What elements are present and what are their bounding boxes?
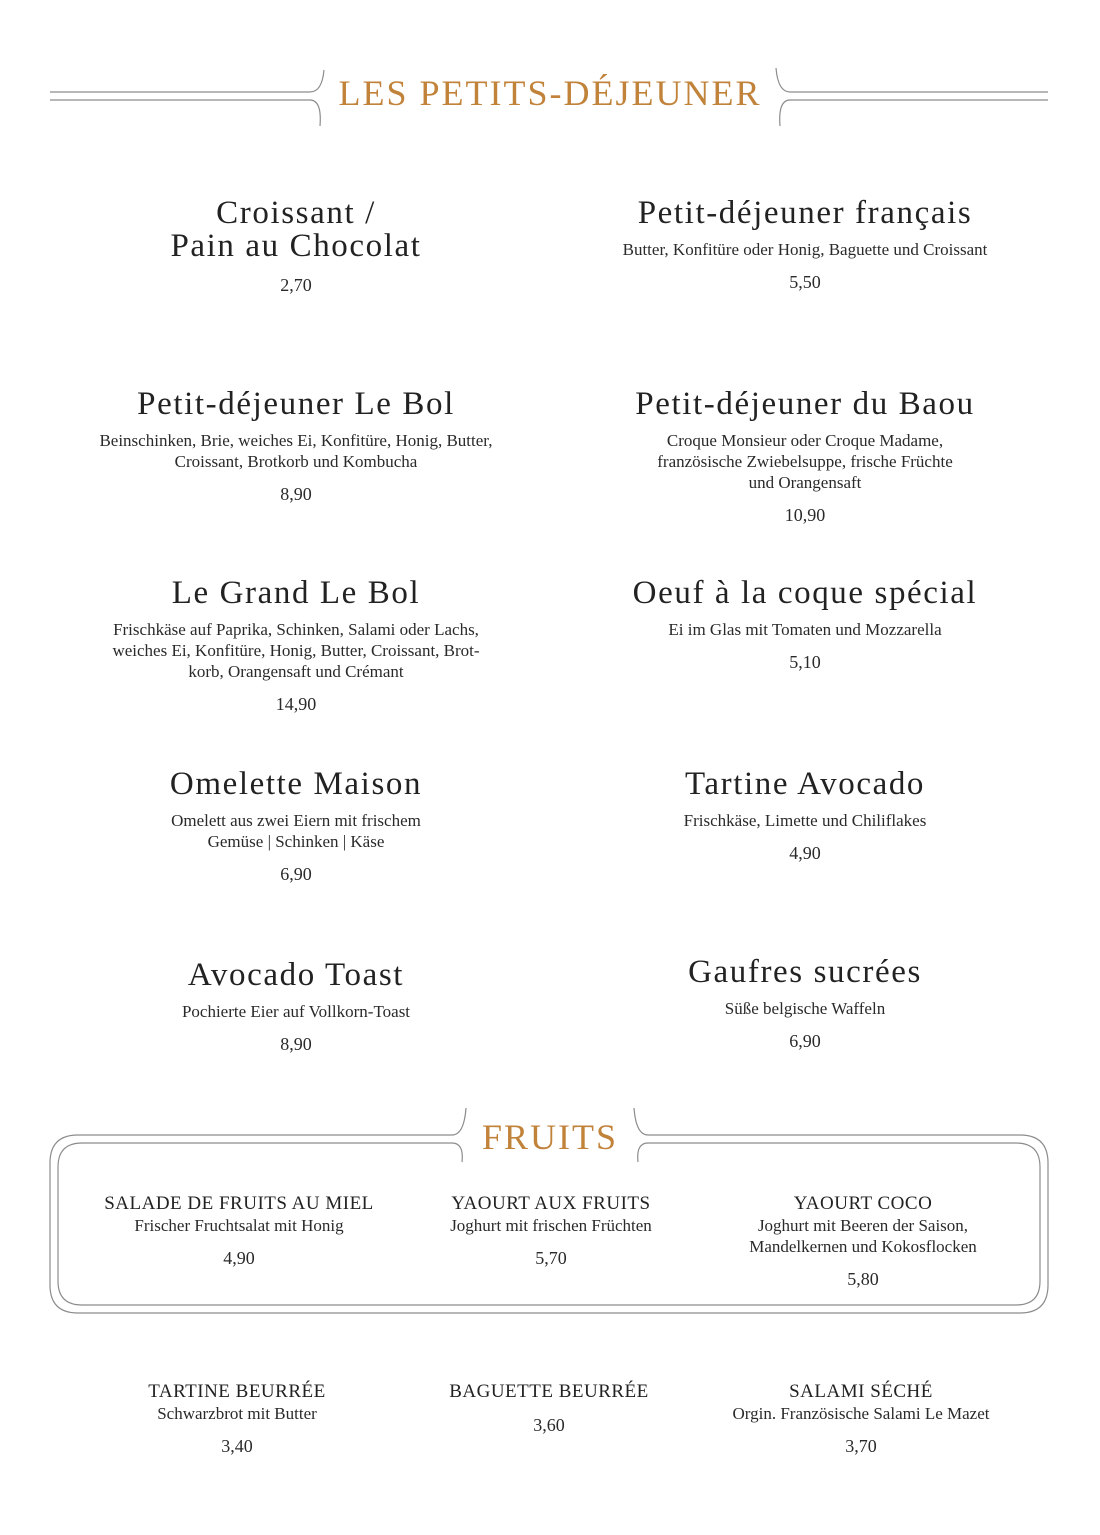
item-name: Petit-déjeuner Le Bol xyxy=(137,386,455,422)
item-description: Süße belgische Waffeln xyxy=(724,999,886,1018)
item-name: Croissant / xyxy=(216,195,376,231)
fruits-title: FRUITS xyxy=(481,1117,619,1157)
item-price: 5,10 xyxy=(789,652,821,672)
fruit-item-yaourt-coco xyxy=(698,1193,1028,1290)
fruit-item-salade xyxy=(74,1193,404,1269)
item-name: Pain au Chocolat xyxy=(170,228,422,264)
item-description: Ei im Glas mit Tomaten und Mozzarella xyxy=(668,620,942,639)
item-name: Tartine Avocado xyxy=(684,766,926,802)
menu-item-avocado-toast xyxy=(46,959,546,1055)
item-price: 10,90 xyxy=(784,505,826,525)
desc-line: Croissant, Brotkorb und Kombucha xyxy=(174,452,418,471)
item-description: Frischkäse, Limette und Chiliflakes xyxy=(683,811,927,830)
item-description: Pochierte Eier auf Vollkorn-Toast xyxy=(181,1002,411,1021)
desc-line: Croque Monsieur oder Croque Madame, xyxy=(666,431,944,450)
desc-line: weiches Ei, Konfitüre, Honig, Butter, Croissant, Brot- xyxy=(112,641,480,660)
menu-item-grand-le-bol xyxy=(46,577,546,715)
item-price: 2,70 xyxy=(280,275,312,295)
breakfast-title: LES PETITS-DÉJEUNER xyxy=(338,73,762,113)
desc-line: Omelett aus zwei Eiern mit frischem xyxy=(171,811,421,830)
item-price: 3,70 xyxy=(845,1436,877,1456)
desc-line: Gemüse | Schinken | Käse xyxy=(207,832,385,851)
item-price: 8,90 xyxy=(280,484,312,504)
item-description xyxy=(46,810,546,852)
item-name: YAOURT AUX FRUITS xyxy=(451,1193,651,1214)
item-price: 6,90 xyxy=(789,1031,821,1051)
item-description: Orgin. Französische Salami Le Mazet xyxy=(732,1404,990,1423)
fruit-item-yaourt-fruits xyxy=(386,1193,716,1269)
menu-item-petit-dejeuner-francais xyxy=(555,197,1055,293)
extra-item-tartine-beurree xyxy=(72,1381,402,1457)
extra-item-salami-seche xyxy=(696,1381,1026,1457)
desc-line: Frischkäse auf Paprika, Schinken, Salami oder Lachs, xyxy=(113,620,479,639)
item-price: 4,90 xyxy=(789,843,821,863)
item-name: YAOURT COCO xyxy=(793,1193,933,1214)
desc-line: und Orangensaft xyxy=(748,473,862,492)
item-price: 5,80 xyxy=(847,1269,879,1289)
item-price: 14,90 xyxy=(275,694,317,714)
item-description: Schwarzbrot mit Butter xyxy=(157,1404,317,1423)
item-price: 5,70 xyxy=(535,1248,567,1268)
item-name: BAGUETTE BEURRÉE xyxy=(449,1381,649,1402)
item-price: 6,90 xyxy=(280,864,312,884)
item-price: 4,90 xyxy=(223,1248,255,1268)
menu-item-omelette-maison xyxy=(46,768,546,885)
menu-item-croissant xyxy=(46,197,546,296)
menu-item-du-baou xyxy=(555,388,1055,526)
item-price: 8,90 xyxy=(280,1034,312,1054)
desc-line: Joghurt mit Beeren der Saison, xyxy=(757,1216,969,1235)
item-name: Gaufres sucrées xyxy=(688,954,922,990)
item-name: Le Grand Le Bol xyxy=(171,575,421,611)
item-description xyxy=(46,619,546,682)
item-name: Omelette Maison xyxy=(169,766,423,802)
desc-line: Beinschinken, Brie, weiches Ei, Konfitüre, Honig, Butter, xyxy=(99,431,493,450)
item-price: 3,40 xyxy=(221,1436,253,1456)
item-name: Petit-déjeuner du Baou xyxy=(635,386,975,422)
item-name: Petit-déjeuner français xyxy=(637,195,973,231)
item-price: 3,60 xyxy=(533,1415,565,1435)
item-description: Frischer Fruchtsalat mit Honig xyxy=(134,1216,344,1235)
item-name: TARTINE BEURRÉE xyxy=(148,1381,326,1402)
extra-item-baguette-beurree xyxy=(384,1381,714,1436)
menu-item-oeuf-a-la-coque xyxy=(555,577,1055,673)
item-description xyxy=(698,1215,1028,1257)
desc-line: korb, Orangensaft und Crémant xyxy=(188,662,404,681)
item-price: 5,50 xyxy=(789,272,821,292)
item-name: Oeuf à la coque spécial xyxy=(632,575,978,611)
item-description: Joghurt mit frischen Früchten xyxy=(450,1216,652,1235)
menu-item-le-bol xyxy=(46,388,546,505)
item-name: SALAMI SÉCHÉ xyxy=(789,1381,933,1402)
desc-line: französische Zwiebelsuppe, frische Früchte xyxy=(657,452,953,471)
item-name: SALADE DE FRUITS AU MIEL xyxy=(104,1193,374,1214)
item-name: Avocado Toast xyxy=(187,957,405,993)
menu-item-tartine-avocado xyxy=(555,768,1055,864)
desc-line: Mandelkernen und Kokosflocken xyxy=(749,1237,977,1256)
menu-item-gaufres-sucrees xyxy=(555,956,1055,1052)
item-description xyxy=(555,430,1055,493)
item-description xyxy=(46,430,546,472)
item-description: Butter, Konfitüre oder Honig, Baguette und Croissant xyxy=(622,240,988,259)
